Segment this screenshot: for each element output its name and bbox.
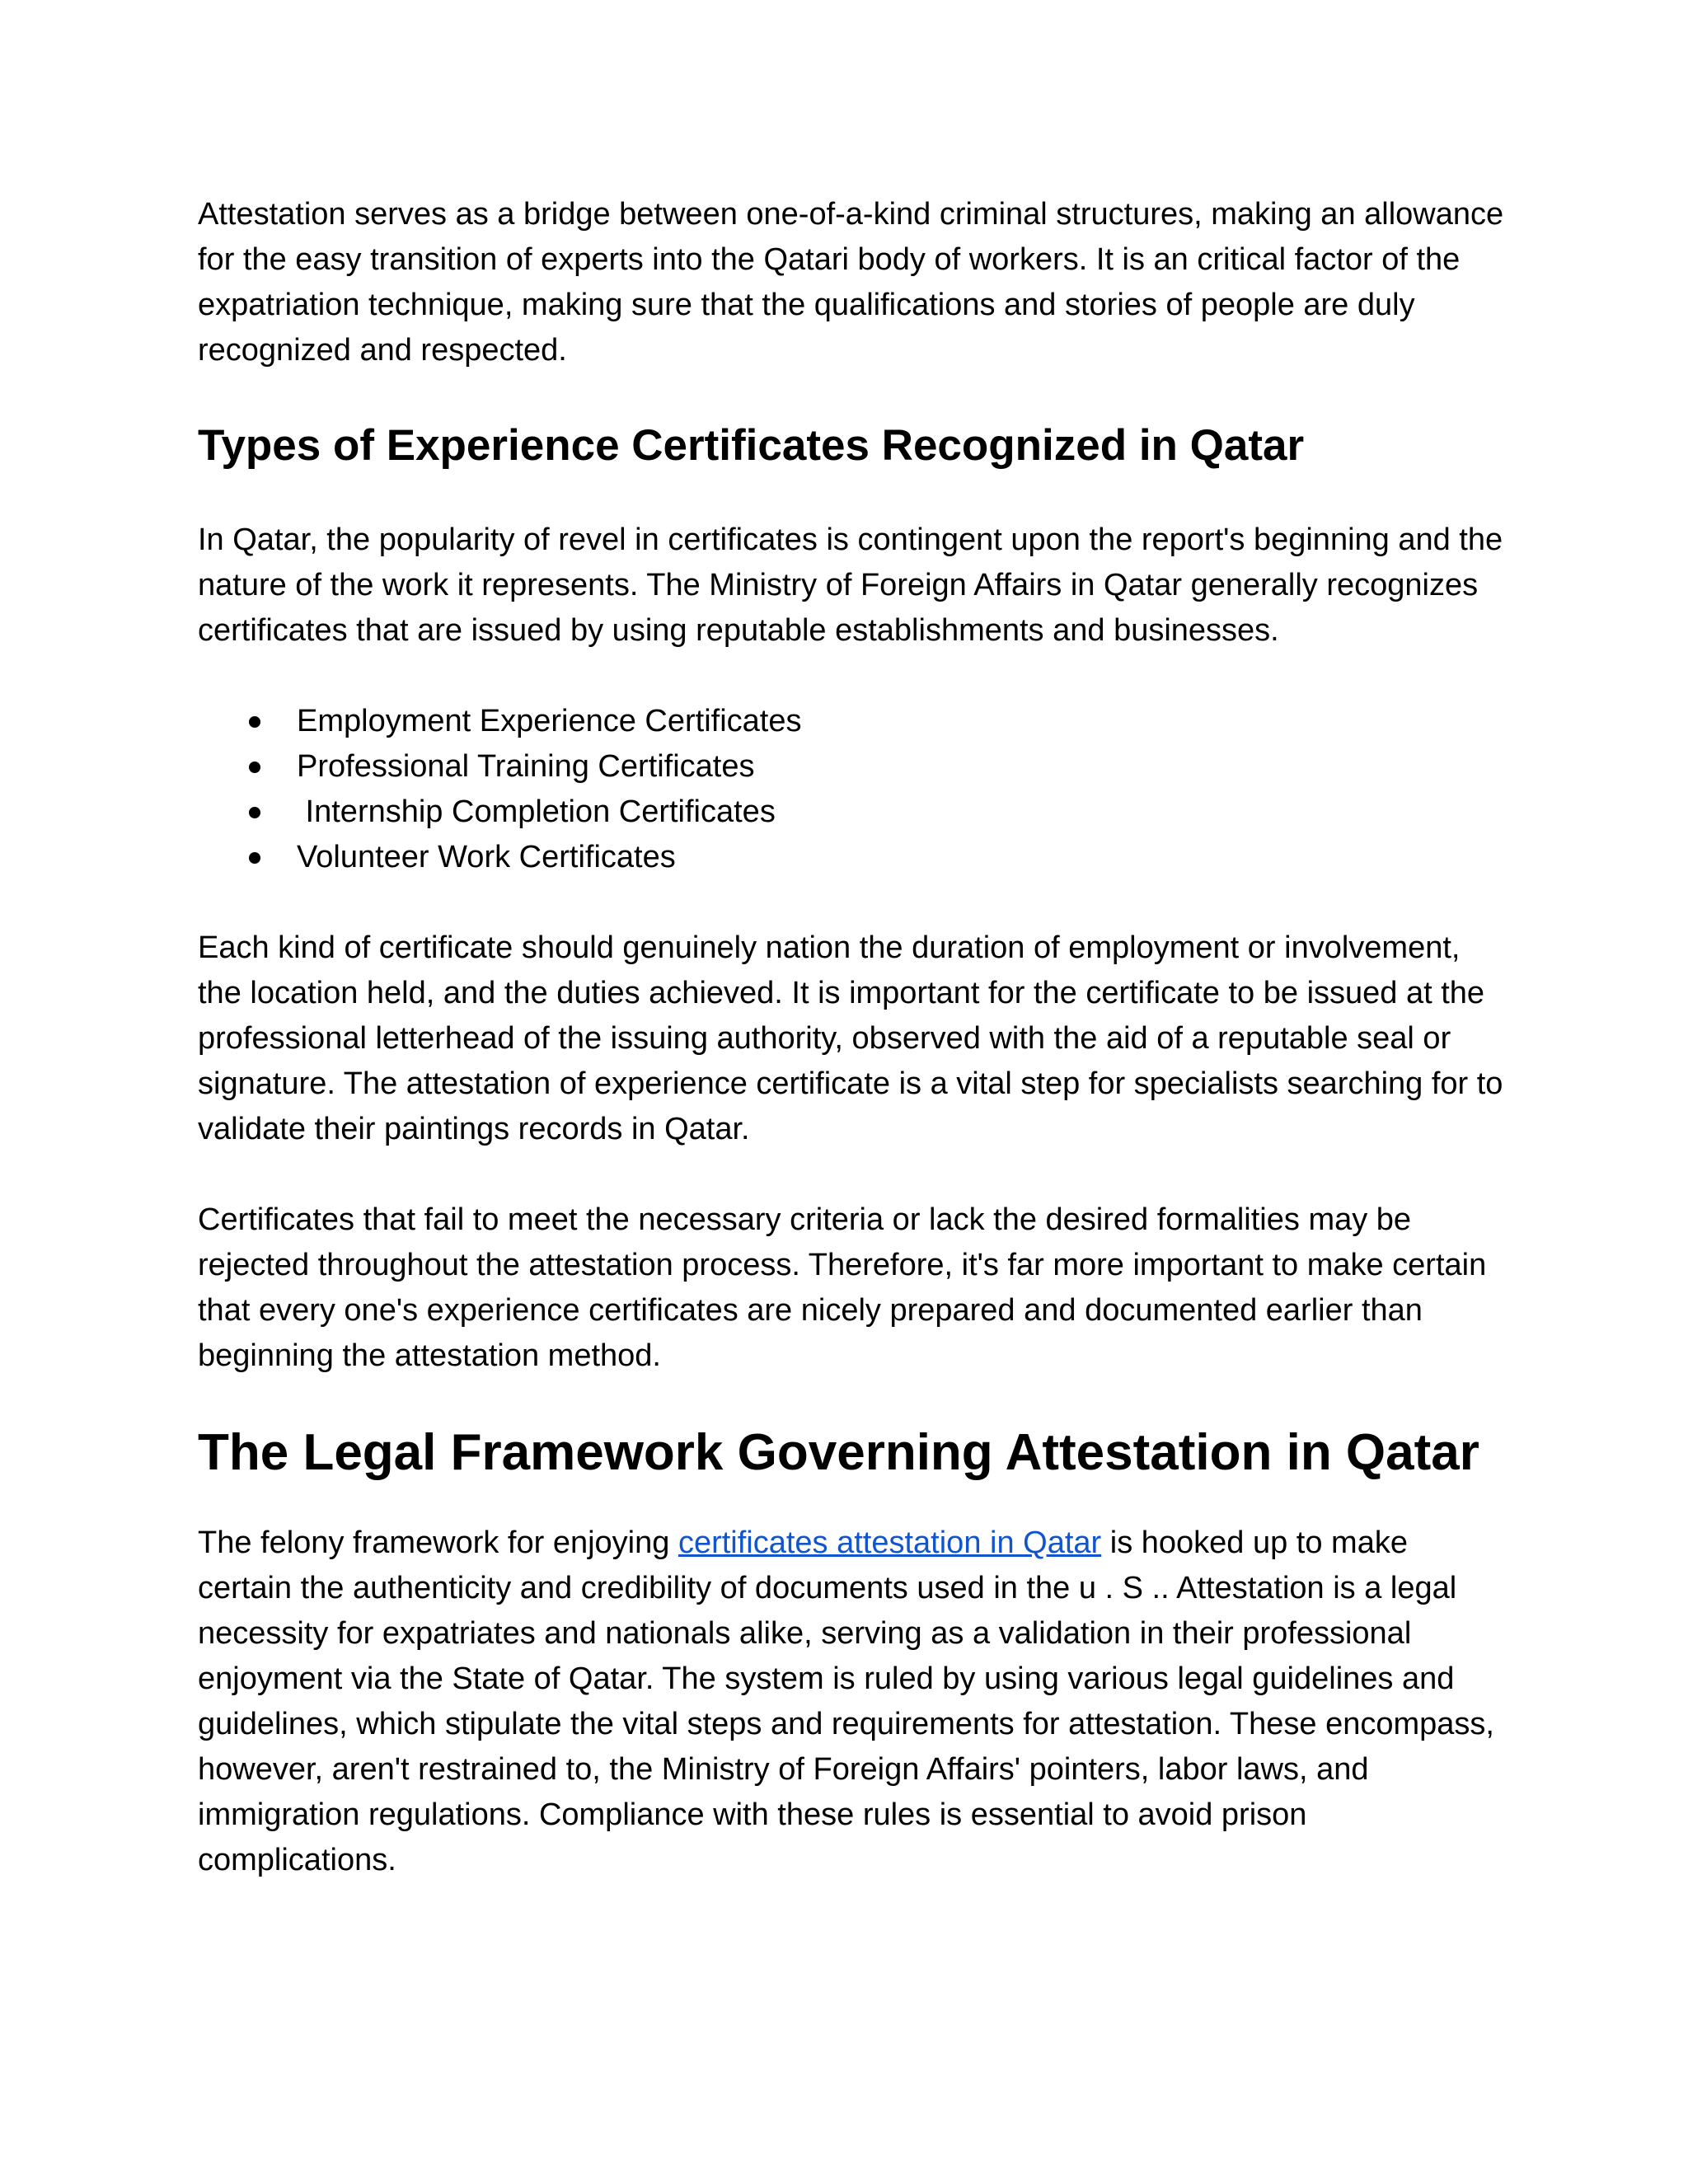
legal-framework-heading: The Legal Framework Governing Attestation in Qatar — [198, 1424, 1479, 1481]
list-item-text: Professional Training Certificates — [297, 749, 755, 784]
list-item-text: Employment Experience Certificates — [297, 704, 802, 738]
certificates-attestation-link[interactable]: certificates attestation in Qatar — [678, 1526, 1102, 1560]
intro-paragraph: Attestation serves as a bridge between one-of-a-kind criminal structures, making an allowance for the easy transition of experts into the Qatari body of workers. It is an critical factor of the expatriation technique, making sure that the qualifications and stories of people are duly recognized and respected. — [198, 197, 1504, 368]
bullet-icon — [249, 716, 260, 728]
legal-text-after-link: is hooked up to make certain the authenticity and credibility of documents used in the u . S .. Attestation is a legal necessity for expatriates and nationals alike, serving as a validation in their professional enjoyment via the State of Qatar. The system is ruled by using various legal guidelines and guidelines, which stipulate the vital steps and requirements for attestation. These encompass, however, aren't restrained to, the Ministry of Foreign Affairs' pointers, labor laws, and immigration regulations. Compliance with these rules is essential to avoid prison complications. — [198, 1526, 1494, 1877]
bullet-icon — [249, 807, 260, 818]
list-item-text: Volunteer Work Certificates — [297, 840, 676, 874]
certificate-types-list — [198, 699, 1507, 880]
types-paragraph-3: Certificates that fail to meet the necessary criteria or lack the desired formalities may be rejected throughout the attestation process. Therefore, it's far more important to make certain that every one's experience certificates are nicely prepared and documented earlier than beginning the attestation method. — [198, 1202, 1487, 1373]
legal-framework-paragraph — [198, 1521, 1507, 1883]
types-paragraph-2: Each kind of certificate should genuinely nation the duration of employment or involvement, the location held, and the duties achieved. It is important for the certificate to be issued at the professional letterhead of the issuing authority, observed with the aid of a reputable seal or signature. The attestation of experience certificate is a vital step for specialists searching for to validate their paintings records in Qatar. — [198, 930, 1503, 1146]
legal-text-before-link: The felony framework for enjoying — [198, 1526, 678, 1560]
types-paragraph-1: In Qatar, the popularity of revel in certificates is contingent upon the report's beginning and the nature of the work it represents. The Ministry of Foreign Affairs in Qatar generally recognizes certificates that are issued by using reputable establishments and businesses. — [198, 523, 1503, 648]
list-item-text: Internship Completion Certificates — [297, 794, 776, 829]
bullet-icon — [249, 852, 260, 864]
bullet-icon — [249, 762, 260, 773]
list-item — [198, 790, 1507, 835]
list-item — [198, 699, 1507, 744]
list-item — [198, 744, 1507, 790]
list-item — [198, 835, 1507, 880]
types-heading: Types of Experience Certificates Recognized in Qatar — [198, 421, 1305, 470]
